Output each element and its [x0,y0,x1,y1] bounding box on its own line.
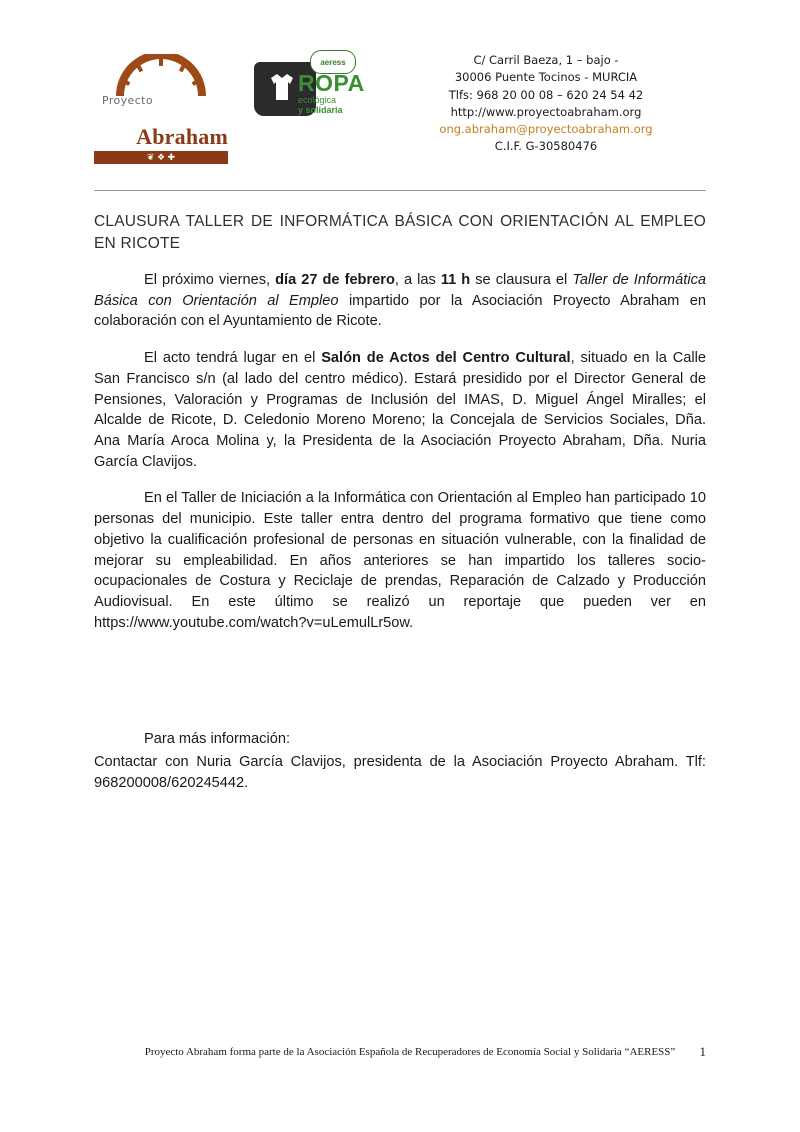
page-title: CLAUSURA TALLER DE INFORMÁTICA BÁSICA CON ORIENTACIÓN AL EMPLEO EN RICOTE [94,213,706,253]
aeress-badge: aeress [310,50,356,74]
paragraph-3: En el Taller de Iniciación a la Informática con Orientación al Empleo han participado 10 personas del municipio. Este taller entra dentro del programa formativo que tiene como objetivo la cualificación profesional de personas en situación vulnerable, con la finalidad de mejorar su empleabilidad. En años anteriores se han impartido los talleres socio-ocupacionales de Costura y Reciclaje de prendas, Reparación de Calzado y Producción Audiovisual. En este último se realizó un reportaje que pueden ver en https://www.youtube.com/watch?v=uLemulLr5ow. [94,490,706,631]
logo-word-proyecto: Proyecto [102,94,154,107]
ropa-sub-1: ecológica [298,95,337,105]
p1-text-1: El próximo viernes, [144,271,276,288]
logo-word-abraham: Abraham [136,124,228,149]
document-header [0,0,800,164]
p2-text-1: El acto tendrá lugar en el [144,350,322,367]
ropa-wordmark [298,72,365,116]
more-info-heading: Para más información: [144,731,290,748]
p1-bold-date: día 27 de febrero [275,271,395,288]
p1-text-2: , a las [394,271,441,288]
p1-text-3: se clausura el [470,271,573,288]
paragraph-2 [94,348,706,472]
logo-bar-glyphs: ❦ ❖ ✚ [146,152,176,162]
contact-email[interactable]: ong.abraham@proyectoabraham.org [439,122,653,136]
ropa-sub-2: y solidaria [298,105,343,116]
contact-address-line: C/ Carril Baeza, 1 – bajo - [473,53,619,67]
contact-city-line: 30006 Puente Tocinos - MURCIA [454,70,638,85]
contact-phone-line: Tlfs: 968 20 00 08 – 620 24 54 42 [448,87,644,102]
p2-text-2: , situado en la Calle San Francisco s/n (al lado del centro médico). Estará presidido por el Director General de Pensiones, Valoración y Programas de Inclusión del IMAS, D. Miguel Ángel Miralles; el Alcalde de Ricote, D. Celedonio Moreno Moreno; la Concejala de Servicios Sociales, Dña. Ana María Aroca Molina y, la Presidenta de la Asociación Proyecto Abraham, Dña. Nuria García Clavijos. [94,350,706,470]
p2-bold-venue: Salón de Actos del Centro Cultural [321,350,571,367]
contact-website[interactable]: http://www.proyectoabraham.org [450,104,642,119]
sunrise-icon [106,54,216,98]
logo-group [94,48,365,164]
contact-block [360,48,742,156]
more-info-contact: Contactar con Nuria García Clavijos, presidenta de la Asociación Proyecto Abraham. Tlf: 968200008/620245442. [94,754,706,791]
paragraph-1 [94,270,706,332]
p1-bold-time: 11 h [440,271,471,288]
p1-text-4: impartido por la Asociación Proyecto Abraham en colaboración con el Ayuntamiento de Ricote. [94,292,706,330]
page-number: 1 [699,1044,706,1059]
ropa-main-text: ROPA [298,70,365,96]
tshirt-icon [265,72,299,104]
document-footer [0,1044,800,1060]
p1-italic-course: Taller de Informática Básica con Orientación al Empleo [94,271,706,309]
contact-cif: C.I.F. G-30580476 [494,139,598,154]
more-info-block [94,729,706,793]
logo-bar [94,151,228,164]
document-body [0,191,800,794]
proyecto-abraham-logo [94,54,228,164]
footer-note: Proyecto Abraham forma parte de la Asociación Española de Recuperadores de Economía Social y Solidaria “AERESS” [144,1046,676,1058]
